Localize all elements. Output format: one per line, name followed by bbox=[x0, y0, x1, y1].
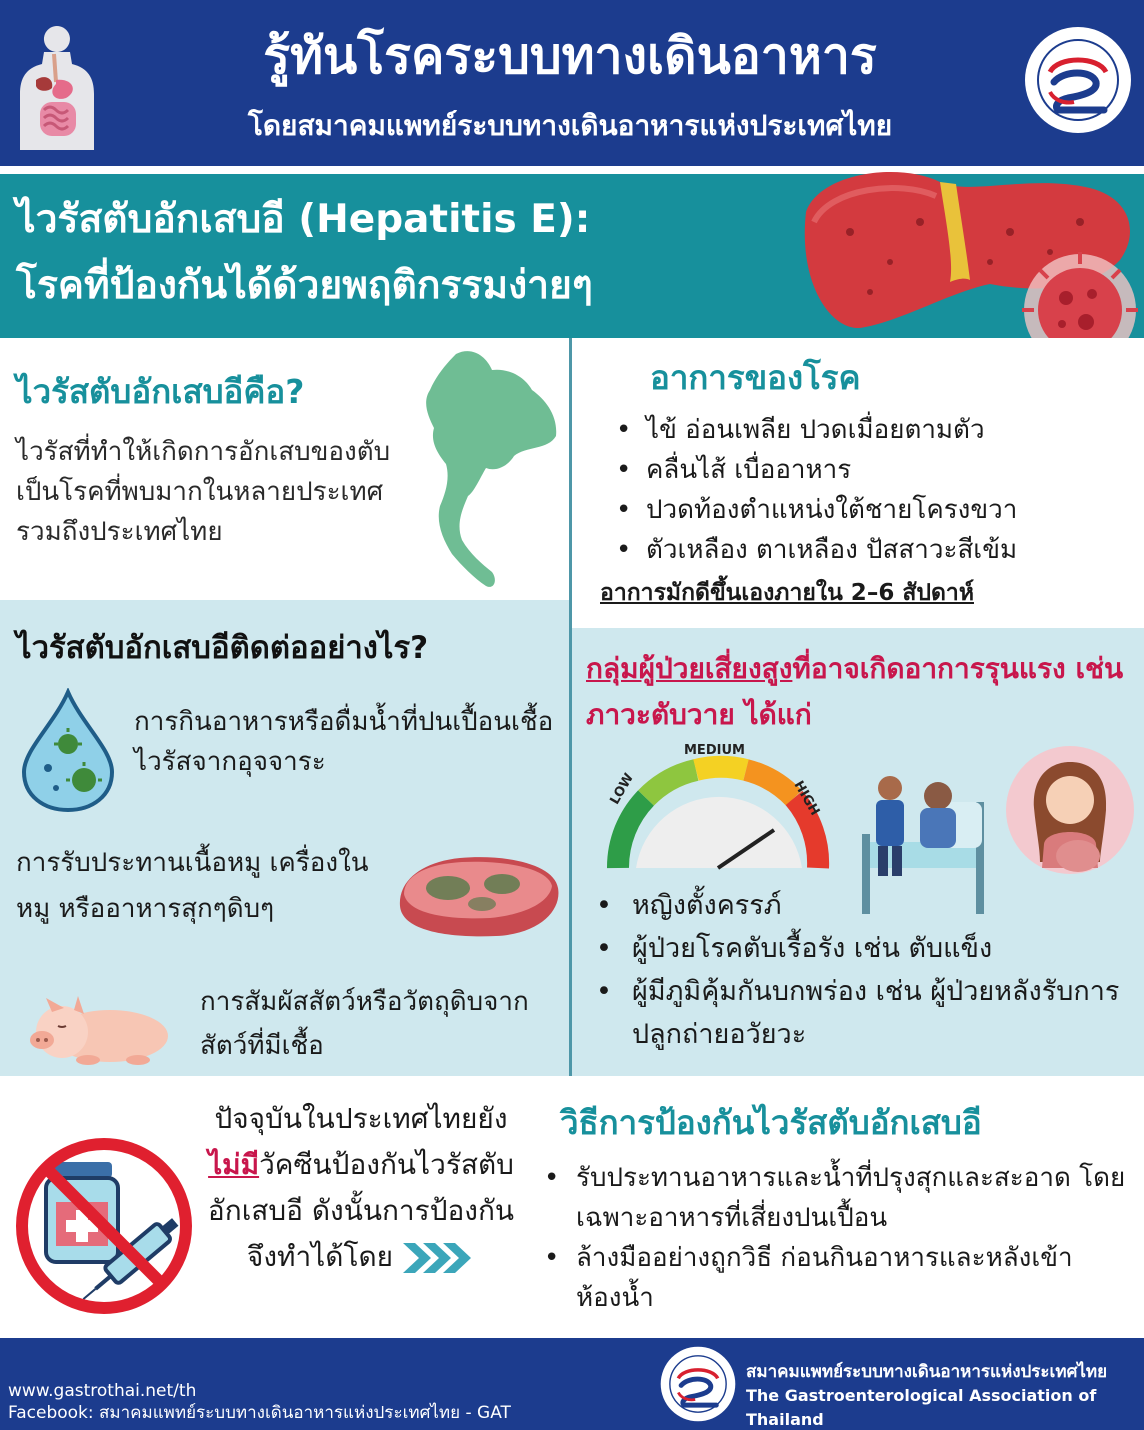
digestive-system-icon bbox=[14, 22, 100, 150]
raw-meat-icon bbox=[390, 848, 566, 948]
footer-website-link[interactable]: www.gastrothai.net/th bbox=[8, 1381, 197, 1401]
prevention-heading: วิธีการป้องกันไวรัสตับอักเสบอี bbox=[560, 1103, 982, 1142]
no-vaccine-icon bbox=[12, 1130, 196, 1322]
list-item: • รับประทานอาหารและน้ำที่ปรุงสุกและสะอาด โดยเฉพาะอาหารที่เสี่ยงปนเปื้อน bbox=[540, 1158, 1136, 1238]
transmission-heading: ไวรัสตับอักเสบอีติดต่ออย่างไร? bbox=[16, 630, 429, 666]
banner-line-2: โรคที่ป้องกันได้ด้วยพฤติกรรมง่ายๆ bbox=[16, 263, 593, 308]
gauge-high-label: HIGH bbox=[790, 778, 823, 819]
gauge-low-label: LOW bbox=[607, 770, 638, 808]
no-vaccine-part1: ปัจจุบันในประเทศไทยยัง bbox=[214, 1102, 508, 1135]
list-item: • หญิงตั้งครรภ์ bbox=[590, 884, 1140, 927]
footer-facebook-link[interactable]: Facebook: สมาคมแพทย์ระบบทางเดินอาหารแห่งประเทศไทย - GAT bbox=[8, 1403, 511, 1423]
footer-org-name-th: สมาคมแพทย์ระบบทางเดินอาหารแห่งประเทศไทย bbox=[746, 1362, 1108, 1382]
list-item: • ตัวเหลือง ตาเหลือง ปัสสาวะสีเข้ม bbox=[612, 530, 1132, 570]
list-item: • ผู้ป่วยโรคตับเรื้อรัง เช่น ตับแข็ง bbox=[590, 927, 1140, 970]
chevron-right-icon bbox=[401, 1241, 475, 1275]
no-vaccine-highlight: ไม่มี bbox=[208, 1148, 260, 1181]
risk-heading-highlight: กลุ่มผู้ป่วยเสี่ยงสูง bbox=[586, 652, 793, 685]
symptoms-note: อาการมักดีขึ้นเองภายใน 2–6 สัปดาห์ bbox=[600, 580, 974, 606]
transmission-item-pork: การรับประทานเนื้อหมู เครื่องในหมู หรืออาหารสุกๆดิบๆ bbox=[16, 848, 369, 924]
no-vaccine-text bbox=[196, 1096, 526, 1280]
transmission-item-water: การกินอาหารหรือดื่มน้ำที่ปนเปื้อนเชื้อไวรัสจากอุจจาระ bbox=[134, 707, 554, 777]
list-item: • ผู้มีภูมิคุ้มกันบกพร่อง เช่น ผู้ป่วยหลังรับการปลูกถ่ายอวัยวะ bbox=[590, 970, 1140, 1056]
no-vaccine-part2: วัคซีนป้องกันไวรัสตับอักเสบอี ดังนั้นการป้องกันจึงทำได้โดย bbox=[207, 1148, 515, 1273]
gat-logo-footer bbox=[660, 1346, 736, 1422]
prevention-list bbox=[540, 1158, 1136, 1318]
pregnant-woman-icon bbox=[1004, 744, 1136, 876]
water-drop-virus-icon bbox=[20, 688, 116, 812]
gat-logo bbox=[1024, 26, 1132, 134]
list-item: • ปวดท้องตำแหน่งใต้ชายโครงขวา bbox=[612, 490, 1132, 530]
symptoms-heading: อาการของโรค bbox=[650, 358, 861, 397]
banner-line-1: ไวรัสตับอักเสบอี (Hepatitis E): bbox=[16, 197, 591, 242]
list-item: • ล้างมืออย่างถูกวิธี ก่อนกินอาหารและหลังเข้าห้องน้ำ bbox=[540, 1238, 1136, 1318]
risk-heading-rest: ที่อาจเกิดอาการรุนแรง เช่น ภาวะตับวาย ได้แก่ bbox=[586, 652, 1124, 731]
pig-icon bbox=[18, 986, 174, 1066]
gauge-medium-label: MEDIUM bbox=[684, 743, 745, 758]
risk-heading bbox=[586, 646, 1136, 738]
list-item: • ไข้ อ่อนเพลีย ปวดเมื่อยตามตัว bbox=[612, 410, 1132, 450]
risk-gauge bbox=[606, 740, 830, 880]
footer-org-name-en: The Gastroenterological Association of Thailand bbox=[746, 1386, 1097, 1429]
risk-list bbox=[590, 884, 1140, 1056]
column-divider bbox=[569, 338, 572, 1076]
page-title: รู้ทันโรคระบบทางเดินอาหาร bbox=[263, 27, 877, 85]
what-is-text: ไวรัสที่ทำให้เกิดการอักเสบของตับ เป็นโรคที่พบมากในหลายประเทศ รวมถึงประเทศไทย bbox=[16, 437, 391, 547]
page-subtitle: โดยสมาคมแพทย์ระบบทางเดินอาหารแห่งประเทศไทย bbox=[247, 109, 893, 142]
thailand-map-icon bbox=[416, 346, 562, 598]
what-is-heading: ไวรัสตับอักเสบอีคือ? bbox=[16, 372, 305, 411]
transmission-item-animal: การสัมผัสสัตว์หรือวัตถุดิบจากสัตว์ที่มีเชื้อ bbox=[200, 987, 529, 1061]
symptoms-list bbox=[612, 410, 1132, 570]
list-item: • คลื่นไส้ เบื่ออาหาร bbox=[612, 450, 1132, 490]
